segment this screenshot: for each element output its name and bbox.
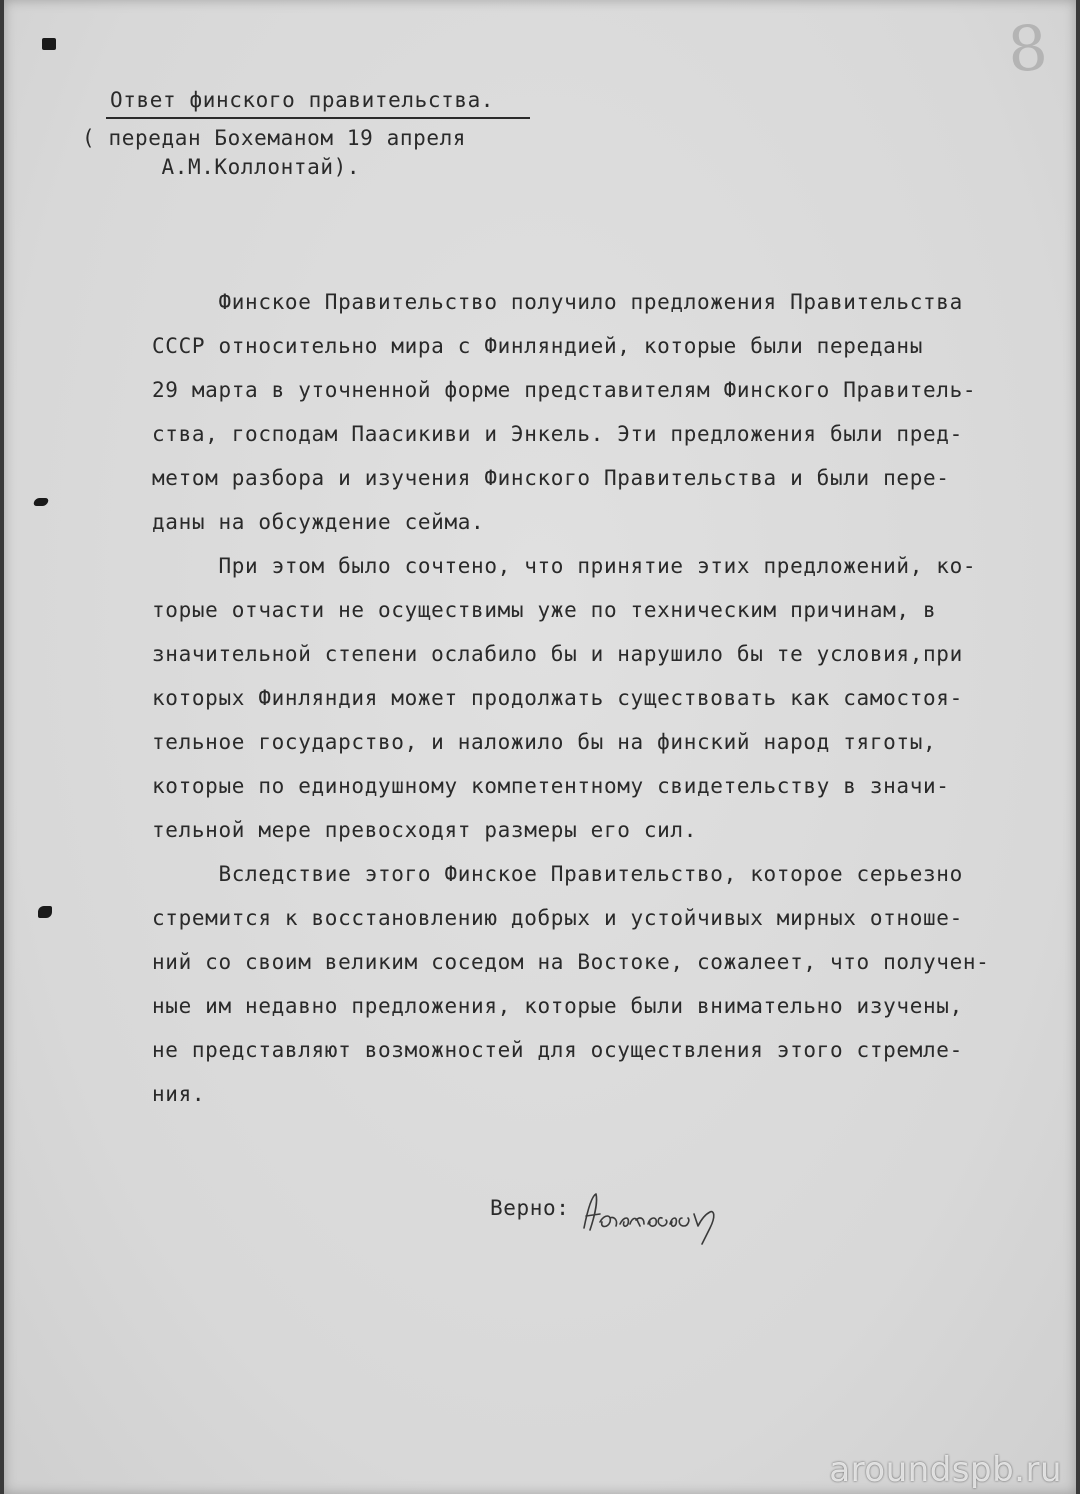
note-line: ( передан Бохеманом 19 апреля [82, 126, 467, 150]
watermark-text: aroundspb.ru [829, 1450, 1062, 1490]
body-line: ства, господам Паасикиви и Энкель. Эти предложения были пред- [152, 422, 963, 446]
body-line: даны на обсуждение сейма. [152, 510, 485, 534]
body-line: не представляют возможностей для осуществления этого стремле- [152, 1038, 963, 1062]
body-line: Вследствие этого Финское Правительство, которое серьезно [152, 862, 963, 886]
body-line: Финское Правительство получило предложения Правительства [152, 290, 963, 314]
body-line: ния. [152, 1082, 206, 1106]
body-line: тельной мере превосходят размеры его сил. [152, 818, 698, 842]
body-line: тельное государство, и наложило бы на финский народ тяготы, [152, 730, 937, 754]
body-line: При этом было сочтено, что принятие этих предложений, ко- [152, 554, 977, 578]
handwritten-signature [570, 1188, 740, 1248]
title-underline [106, 117, 530, 119]
body-line: ные им недавно предложения, которые были внимательно изучены, [152, 994, 963, 1018]
body-line: метом разбора и изучения Финского Правительства и были пере- [152, 466, 950, 490]
document-body [152, 280, 1052, 1116]
body-line: СССР относительно мира с Финляндией, которые были переданы [152, 334, 923, 358]
note-line: А.М.Коллонтай). [82, 155, 361, 179]
body-line: которые по единодушному компетентному свидетельству в значи- [152, 774, 950, 798]
punch-hole-mark [33, 498, 50, 506]
page-number: 8 [1005, 10, 1050, 87]
document-page [4, 0, 1076, 1494]
body-line: стремится к восстановлению добрых и устойчивых мирных отноше- [152, 906, 963, 930]
punch-hole-mark [42, 38, 56, 50]
document-title: Ответ финского правительства. [110, 88, 495, 112]
body-line: 29 марта в уточненной форме представителям Финского Правитель- [152, 378, 977, 402]
body-line: торые отчасти не осуществимы уже по техническим причинам, в [152, 598, 937, 622]
body-line: которых Финляндия может продолжать существовать как самостоя- [152, 686, 963, 710]
body-line: значительной степени ослабило бы и нарушило бы те условия,при [152, 642, 963, 666]
body-line: ний со своим великим соседом на Востоке, сожалеет, что получен- [152, 950, 990, 974]
document-note [82, 124, 466, 182]
punch-hole-mark [38, 906, 52, 918]
certification-label: Верно: [490, 1196, 570, 1220]
